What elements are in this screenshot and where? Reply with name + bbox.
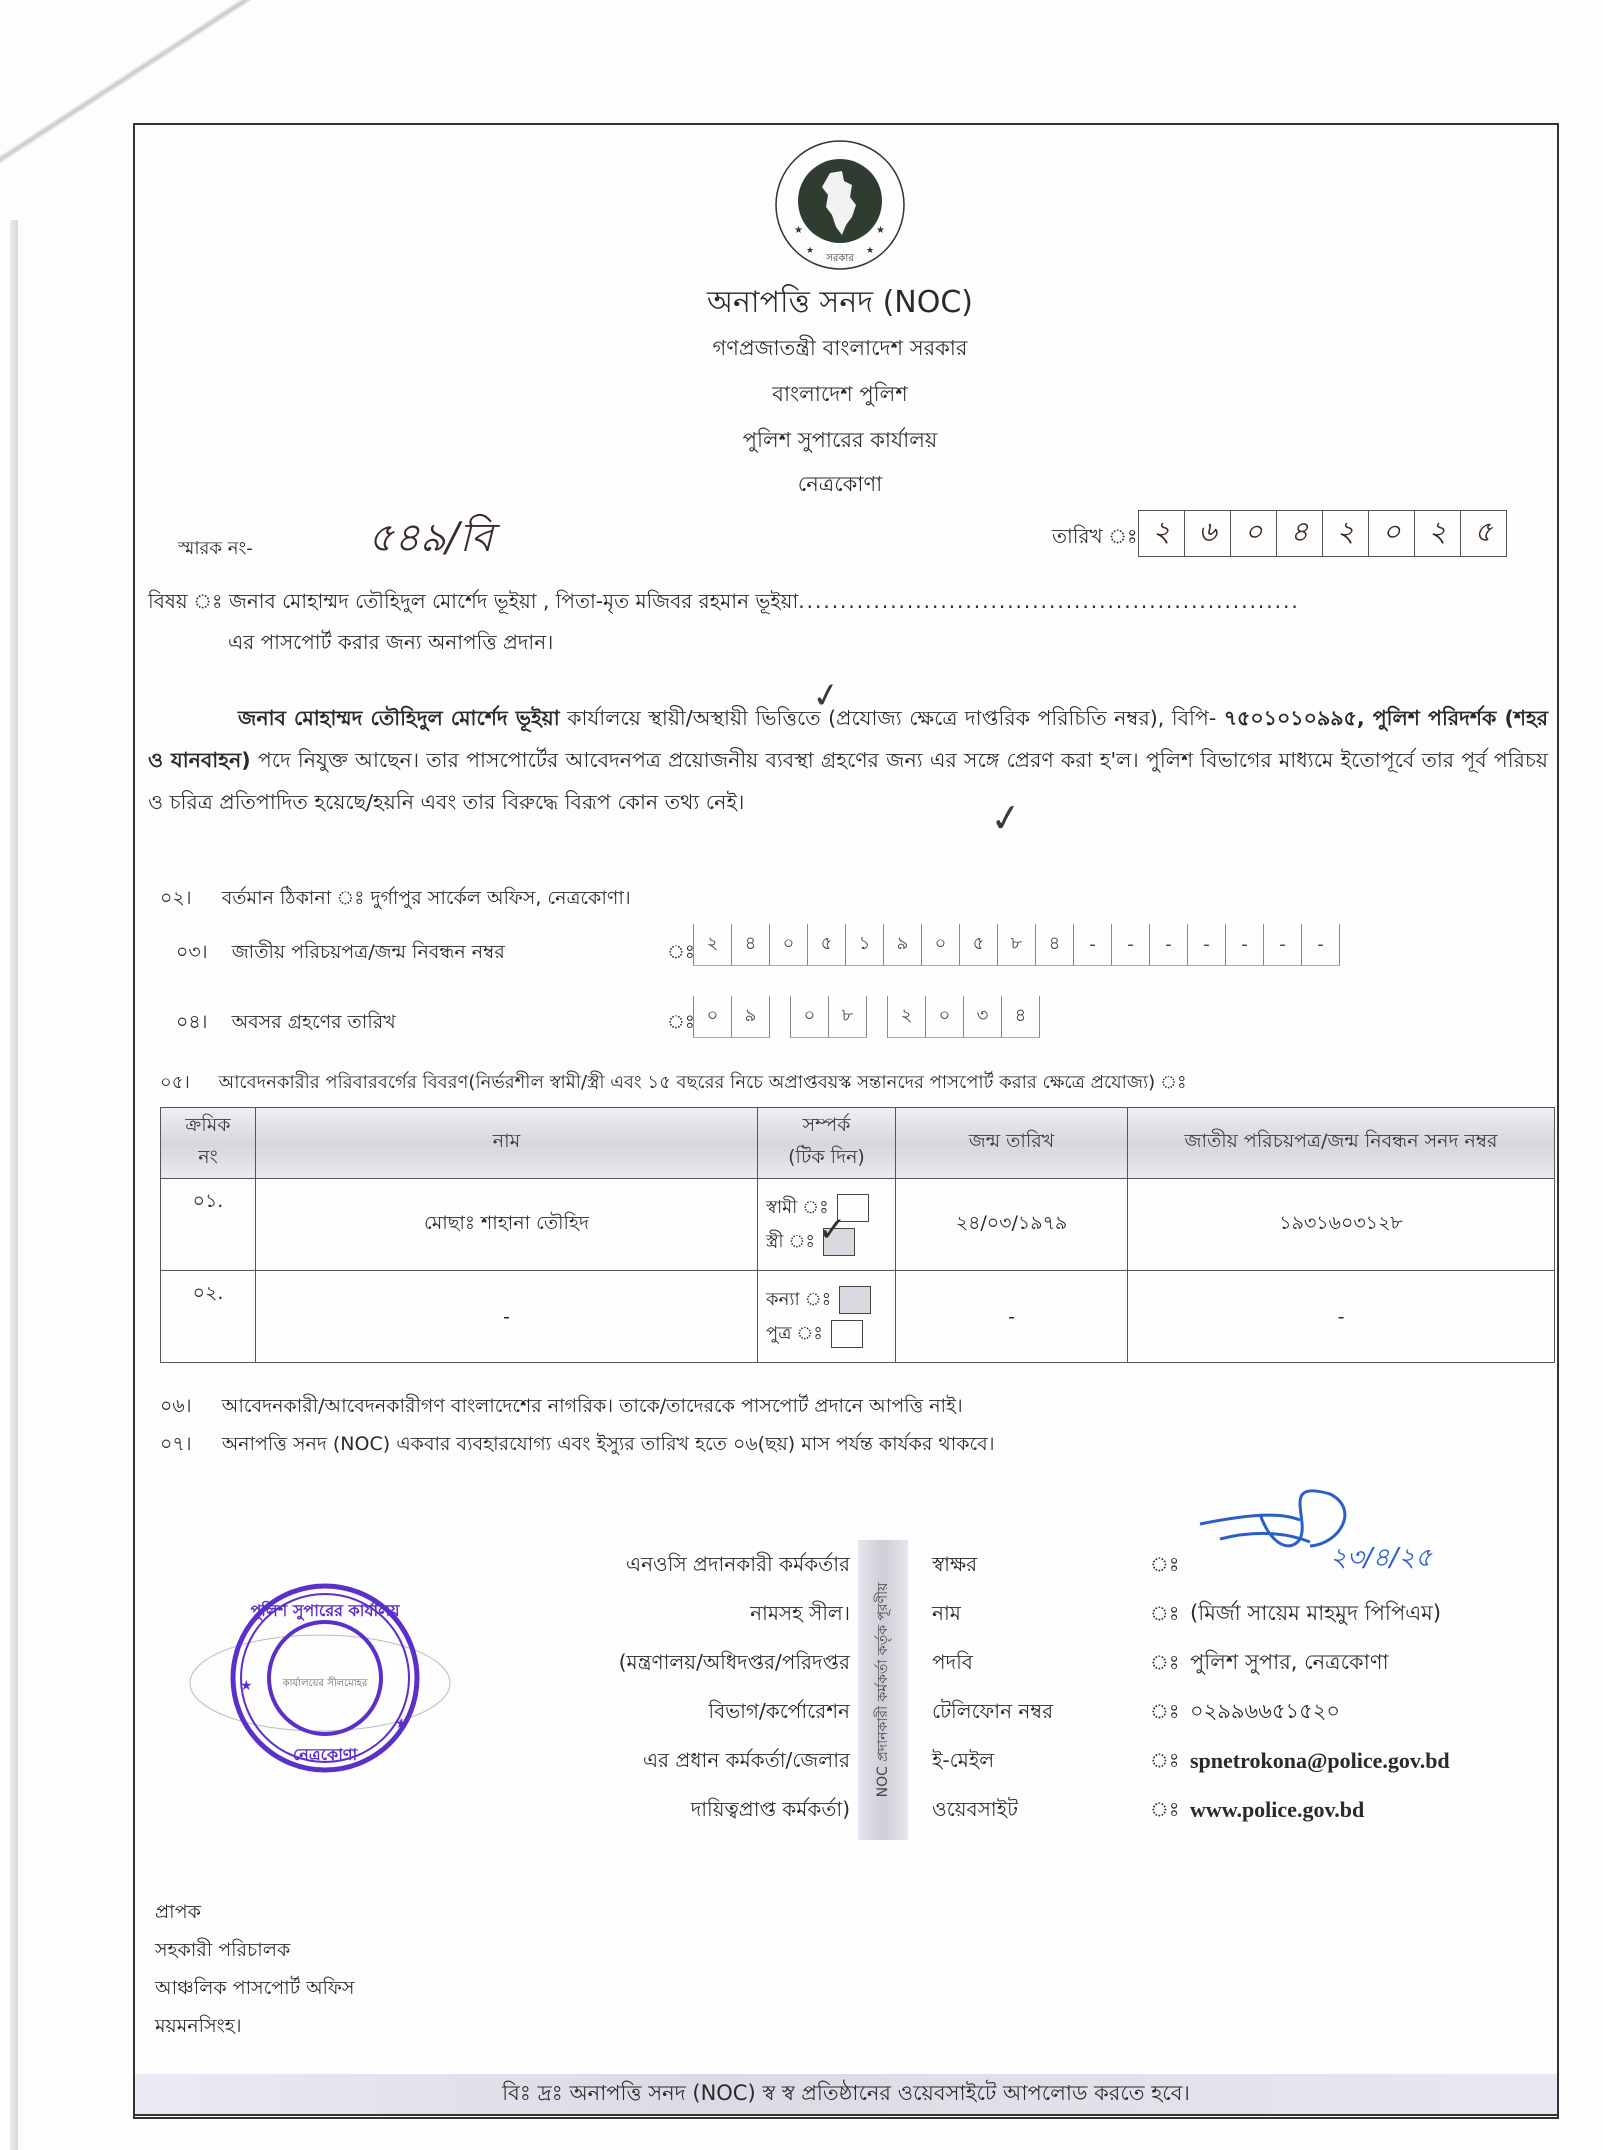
field-value-email[interactable]: spnetrokona@police.gov.bd [1190,1748,1450,1773]
applicant-name: জনাব মোহাম্মদ তৌহিদুল মোর্শেদ ভূইয়া [238,706,560,730]
date-digit: ৫ [1474,515,1493,548]
retirement-month [790,996,867,1038]
government-emblem-icon [770,135,910,275]
item-number: ০৭। [160,1433,192,1455]
note-validity [160,1430,995,1462]
handwritten-signature-icon [1190,1484,1540,1574]
note-text: অনাপত্তি সনদ (NOC) একবার ব্যবহারযোগ্য এবং ইস্যুর তারিখ হতে ০৬(ছয়) মাস পর্যন্ত কার্যকর থাকবে। [221,1433,995,1455]
body-text-1: কার্যালয়ে স্থায়ী/অস্থায়ী ভিত্তিতে (প্রযোজ্য ক্ষেত্রে দাপ্তরিক পরিচিতি নম্বর), বিপি- [559,706,1217,730]
nid-digit: - [1149,924,1187,966]
colon: ঃ [1150,1650,1180,1674]
recipient-line: প্রাপক [155,1901,201,1923]
header-line-district: নেত্রকোণা [797,472,883,496]
retirement-date-boxes [693,996,1060,1038]
row-nid: ১৯৩১৬০৩১২৮ [1128,1179,1555,1271]
recipient-line: ময়মনসিংহ। [155,2015,242,2037]
retirement-digit: ২ [887,996,925,1038]
caption-line: এর প্রধান কর্মকর্তা/জেলার [642,1748,850,1772]
table-row [161,1179,1555,1271]
emblem-bottom-text: সরকার [826,253,854,264]
item-number: ০৫। [160,1072,190,1093]
family-label: আবেদনকারীর পরিবারবর্গের বিবরণ(নির্ভরশীল স্বামী/স্ত্রী এবং ১৫ বছরের নিচে অপ্রাপ্তবয়স্ক সন্তানদের পাসপোর্ট করার ক্ষেত্রে প্রযোজ্য) ঃ [218,1072,1187,1093]
signatory-caption [480,1540,850,1834]
retirement-label: অবসর গ্রহণের তারিখ [231,1011,396,1033]
family-table [160,1107,1555,1363]
note-citizenship [160,1392,963,1424]
row-dob: ২৪/০৩/১৯৭৯ [896,1179,1128,1271]
row-relation: কন্যা ঃ পুত্র ঃ [758,1271,896,1363]
field-value-website[interactable]: www.police.gov.bd [1190,1797,1365,1822]
office-seal-icon [185,1578,455,1788]
row-name: মোছাঃ শাহানা তৌহিদ [256,1179,758,1271]
header-line-government: গণপ্রজাতন্ত্রী বাংলাদেশ সরকার [712,336,968,360]
retirement-colon: ঃ [667,1011,695,1033]
recipient-line: আঞ্চলিক পাসপোর্ট অফিস [155,1977,355,1999]
nid-label: জাতীয় পরিচয়পত্র/জন্ম নিবন্ধন নম্বর [231,941,505,963]
nid-digit: ৯ [883,924,921,966]
field-label-signature: স্বাক্ষর [932,1552,978,1576]
tick-mark-icon: ✓ [987,793,1025,843]
nid-digit: ২ [693,924,731,966]
caption-line: বিভাগ/কর্পোরেশন [708,1699,850,1723]
svg-text:★: ★ [866,246,875,256]
body-text-2: পদে নিযুক্ত আছেন। তার পাসপোর্টের আবেদনপত্র প্রয়োজনীয় ব্যবস্থা গ্রহণের জন্য এর সঙ্গে প্রেরণ করা হ'ল। পুলিশ বিভাগের মাধ্যমে ইতোপূর্বে তার পূর্ব পরিচয় ও চরিত্র প্রতিপাদিত হয়েছে/হয়নি এবং তার বিরুদ্ধে বিরূপ কোন তথ্য নেই। [148,748,1548,814]
item-retirement [176,1008,396,1040]
subject-line [148,587,1300,620]
caption-line: দায়িত্বপ্রাপ্ত কর্মকর্তা) [690,1797,850,1821]
footer-note: বিঃ দ্রঃ অনাপত্তি সনদ (NOC) স্ব স্ব প্রতিষ্ঠানের ওয়েবসাইটে আপলোড করতে হবে। [135,2074,1557,2116]
field-label-name: নাম [932,1601,961,1625]
svg-text:★: ★ [395,1716,408,1732]
relation-checkbox-daughter[interactable] [839,1286,871,1314]
field-label-phone: টেলিফোন নম্বর [932,1699,1054,1723]
nid-digit: - [1111,924,1149,966]
document-title: অনাপত্তি সনদ (NOC) [707,285,973,320]
caption-line: (মন্ত্রণালয়/অধিদপ্তর/পরিদপ্তর [618,1650,850,1674]
signatory-field-labels [932,1540,1053,1834]
seal-top-text: পুলিশ সুপারের কার্যালয় [250,1601,400,1620]
nid-digit: ০ [769,924,807,966]
seal-center-text: কার্যালয়ের সীলমোহর [282,1678,368,1689]
note-text: আবেদনকারী/আবেদনকারীগণ বাংলাদেশের নাগরিক। তাকে/তাদেরকে পাসপোর্ট প্রদানে আপত্তি নাই। [221,1395,963,1417]
nid-digit: - [1225,924,1263,966]
date-digit: ৪ [1277,511,1323,556]
field-value-phone: ০২৯৯৬৬৫১৫২০ [1190,1699,1341,1723]
reference-number: ৫৪৯/বি [368,515,494,561]
band-text: NOC প্রদানকারী কর্মকর্তা কর্তৃক পূরণীয় [875,1582,891,1798]
row-dob: - [896,1271,1128,1363]
retirement-year [887,996,1040,1038]
row-relation: স্বামী ঃ স্ত্রী ঃ ✓ [758,1179,896,1271]
nid-digit: - [1187,924,1225,966]
subject-label: বিষয় ঃ [148,589,223,613]
nid-digit-boxes [693,924,1340,966]
check-mark-icon: ✓ [817,1209,847,1250]
caption-line: এনওসি প্রদানকারী কর্মকর্তার [625,1552,850,1576]
nid-digit: ৫ [959,924,997,966]
nid-digit: - [1073,924,1111,966]
header-relation: সম্পর্ক (টিক দিন) [758,1108,896,1179]
item-number: ০৬। [160,1395,192,1417]
row-nid: - [1128,1271,1555,1363]
field-label-email: ই-মেইল [932,1748,995,1772]
colon: ঃ [1150,1797,1180,1821]
retirement-digit: ০ [693,996,731,1038]
colon: ঃ [1150,1552,1180,1576]
nid-digit: - [1263,924,1301,966]
recipient-block [155,1893,354,2045]
item-family [160,1068,1187,1099]
colon: ঃ [1150,1601,1180,1625]
item-address [160,884,631,916]
field-label-website: ওয়েবসাইট [932,1797,1018,1821]
recipient-line: সহকারী পরিচালক [155,1939,291,1961]
retirement-digit: ০ [925,996,963,1038]
nid-digit: ৫ [807,924,845,966]
retirement-digit: ৪ [1001,996,1040,1038]
row-name: - [256,1271,758,1363]
header-nid: জাতীয় পরিচয়পত্র/জন্ম নিবন্ধন সনদ নম্বর [1128,1108,1555,1179]
date-digit: ৬ [1185,511,1231,556]
nid-digit: - [1301,924,1340,966]
nid-digit: ০ [921,924,959,966]
applicant-id-post: ৭৫০১০১০৯৯৫, পুলিশ পরিদর্শক (শহর ও যানবাহন) [148,706,1548,772]
signatory-field-values [1190,1540,1450,1834]
signature-date: ২৩/৪/২৫ [1330,1543,1432,1573]
date-digit: ২ [1323,511,1369,556]
retirement-digit: ৩ [963,996,1001,1038]
retirement-day [693,996,770,1038]
svg-text:★: ★ [794,225,803,236]
date-digit: ০ [1231,511,1277,556]
field-value-designation: পুলিশ সুপার, নেত্রকোণা [1190,1650,1389,1674]
seal-bottom-text: নেত্রকোণা [292,1745,358,1764]
field-label-designation: পদবি [932,1650,973,1674]
header-serial: ক্রমিক নং [161,1108,256,1179]
nid-digit: ৪ [731,924,769,966]
paper-edge [10,220,18,2150]
row-serial: ০২. [161,1271,256,1363]
body-paragraph [148,697,1548,823]
signatory-colons [1150,1540,1179,1834]
retirement-digit: ৯ [731,996,770,1038]
retirement-digit: ৮ [828,996,867,1038]
date-digit: ২ [1415,511,1461,556]
subject-line-2: এর পাসপোর্ট করার জন্য অনাপত্তি প্রদান। [228,630,554,654]
noc-officer-band [858,1540,908,1840]
colon: ঃ [1150,1699,1180,1723]
nid-digit: ৪ [1035,924,1073,966]
date-digit: ০ [1369,511,1415,556]
nid-colon: ঃ [667,941,695,963]
relation-checkbox-son[interactable] [831,1320,863,1348]
subject-text: জনাব মোহাম্মদ তৌহিদুল মোর্শেদ ভূইয়া , পিতা-মৃত মজিবর রহমান ভূইয়া [228,589,799,613]
caption-line: নামসহ সীল। [750,1601,850,1625]
row-serial: ০১. [161,1179,256,1271]
tick-mark-icon: ✓ [808,673,844,719]
item-nid [176,938,505,970]
colon: ঃ [1150,1748,1180,1772]
header-dob: জন্ম তারিখ [896,1108,1128,1179]
svg-text:★: ★ [806,246,815,256]
address-label: বর্তমান ঠিকানা ঃ [221,887,365,909]
item-number: ০৪। [176,1011,208,1033]
reference-label: স্মারক নং- [178,538,253,559]
table-row [161,1271,1555,1363]
item-number: ০৩। [176,941,208,963]
item-number: ০২। [160,887,192,909]
field-value-name: (মির্জা সায়েম মাহমুদ পিপিএম) [1190,1601,1442,1625]
date-boxes [1138,510,1507,557]
svg-text:★: ★ [876,225,885,236]
header-name: নাম [256,1108,758,1179]
table-header-row [161,1108,1555,1179]
svg-text:★: ★ [240,1678,253,1694]
header-line-office: পুলিশ সুপারের কার্যালয় [742,428,938,452]
header-line-police: বাংলাদেশ পুলিশ [772,382,908,406]
retirement-digit: ০ [790,996,828,1038]
date-label: তারিখ ঃ [1052,524,1138,548]
nid-digit: ৮ [997,924,1035,966]
address-value: দুর্গাপুর সার্কেল অফিস, নেত্রকোণা। [370,887,631,909]
subject-dots: ............................................................ [798,589,1300,613]
relation-checkbox-wife[interactable] [817,1209,855,1256]
nid-digit: ১ [845,924,883,966]
date-digit: ২ [1139,511,1185,556]
